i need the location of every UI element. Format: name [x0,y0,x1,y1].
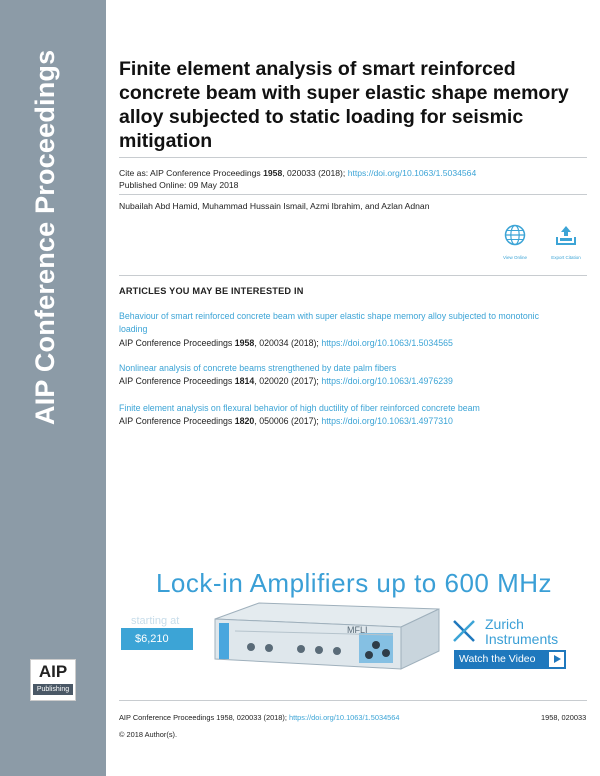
related-article-doi-link[interactable]: https://doi.org/10.1063/1.4976239 [321,376,453,386]
brand-name: Zurich Instruments [485,616,559,647]
related-article-title[interactable]: Behaviour of smart reinforced concrete beam with super elastic shape memory alloy subjected to monotonic loading [119,311,540,334]
related-article-title[interactable]: Nonlinear analysis of concrete beams strengthened by date palm fibers [119,363,397,373]
view-online-label: View Online [503,255,527,260]
divider [119,194,587,195]
related-articles-heading: ARTICLES YOU MAY BE INTERESTED IN [119,286,304,296]
cite-doi-link[interactable]: https://doi.org/10.1063/1.5034564 [347,168,477,178]
related-article-cite: AIP Conference Proceedings 1958, 020034 (2018); https://doi.org/10.1063/1.5034565 [119,338,453,348]
divider [119,275,587,276]
published-date: Published Online: 09 May 2018 [119,180,239,190]
ad-headline: Lock-in Amplifiers up to 600 MHz [155,568,553,598]
cite-volume: 1958 [263,168,283,178]
footer-citation: AIP Conference Proceedings 1958, 020033 (2018); https://doi.org/10.1063/1.5034564 [119,713,400,722]
journal-title: AIP Conference Proceedings [30,49,60,425]
related-article-title[interactable]: Finite element analysis on flexural behavior of high ductility of fiber reinforced concrete beam [119,403,480,413]
related-article-doi-link[interactable]: https://doi.org/10.1063/1.4977310 [321,416,453,426]
zurich-instruments-logo [451,616,559,649]
ad-starting-label: starting at [131,615,180,627]
author-list: Nubailah Abd Hamid, Muhammad Hussain Ismail, Azmi Ibrahim, and Azlan Adnan [119,201,430,211]
view-online-button[interactable] [495,224,535,260]
footer-page-number: 1958, 020033 [541,713,587,722]
related-article-doi-link[interactable]: https://doi.org/10.1063/1.5034565 [321,338,453,348]
watch-video-button[interactable]: Watch the Video [454,650,566,669]
upload-icon [554,224,578,246]
advertisement-banner[interactable] [119,563,589,678]
related-article-cite: AIP Conference Proceedings 1814, 020020 (2017); https://doi.org/10.1063/1.4976239 [119,376,453,386]
footer-divider [119,700,587,701]
zurich-x-logo-icon [451,618,477,644]
lock-in-amplifier-device-image [211,601,447,677]
play-icon [549,652,564,667]
device-label: MFLI [347,625,368,635]
ad-price-badge: $6,210 [121,628,193,650]
logo-sub-text: Publishing [33,684,73,695]
divider [119,157,587,158]
copyright-notice: © 2018 Author(s). [119,730,178,739]
export-citation-label: Export Citation [551,255,581,260]
paper-title: Finite element analysis of smart reinforced concrete beam with super elastic shape memory alloy subjected to static loading for seismic mitigation [119,58,569,152]
related-article-cite: AIP Conference Proceedings 1820, 050006 (2017); https://doi.org/10.1063/1.4977310 [119,416,453,426]
footer-doi-link[interactable]: https://doi.org/10.1063/1.5034564 [288,713,400,722]
logo-main-text: AIP [38,662,68,681]
cite-line [119,168,476,178]
aip-publishing-logo[interactable] [30,659,76,701]
journal-sidebar [0,0,106,776]
cite-rest: , 020033 (2018); [282,168,348,178]
globe-icon [504,224,526,246]
export-citation-button[interactable] [546,224,586,260]
cite-prefix: Cite as: AIP Conference Proceedings [119,168,264,178]
